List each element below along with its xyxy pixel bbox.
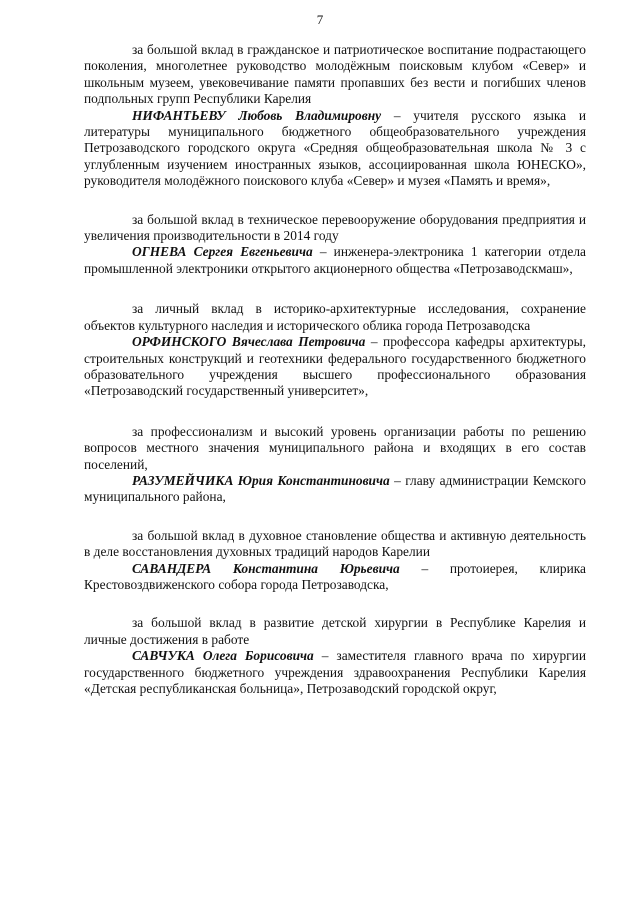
- awardee-description: – инженера-электроника 1 категории отдела промышленной электроники открытого акционерного общества «Петрозаводскмаш»,: [84, 244, 586, 276]
- award-entry: [84, 301, 586, 399]
- awardee-name: САВАНДЕРА Константина Юрьевича: [132, 560, 400, 576]
- award-entry: [84, 212, 586, 278]
- awardee: [84, 648, 586, 697]
- awardee-name: САВЧУКА Олега Борисовича: [132, 648, 314, 664]
- award-reason: за личный вклад в историко-архитектурные исследования, сохранение объектов культурного наследия и исторического облика города Петрозаводска: [84, 301, 586, 333]
- page-number: 7: [316, 12, 324, 27]
- awardee-name: ОРФИНСКОГО Вячеслава Петровича: [132, 334, 366, 350]
- award-reason: за большой вклад в техническое перевооружение оборудования предприятия и увеличения производительности в 2014 году: [84, 211, 586, 244]
- awardee-description: – протоиерея, клирика Крестовоздвиженского собора города Петрозаводска,: [84, 560, 586, 592]
- awardee-description: – главу администрации Кемского муниципального района,: [84, 472, 586, 505]
- awardee: [84, 244, 586, 277]
- awardee: [84, 334, 586, 400]
- awardee-description: – учителя русского языка и литературы муниципального бюджетного общеобразовательного учреждения Петрозаводского городского округа «Средняя общеобразовательная школа № 3 с углубленным изучением иностранных языков, ассоциированная школа ЮНЕСКО», руководителя молодёжного поискового клуба «Север» и музея «Память и время»,: [84, 107, 586, 189]
- awardee-name: РАЗУМЕЙЧИКА Юрия Константиновича: [132, 472, 390, 488]
- awardee-description: – заместителя главного врача по хирургии государственного бюджетного учреждения здравоохранения Республики Карелия «Детская республиканская больница», Петрозаводский городской округ,: [84, 648, 586, 696]
- award-entry: [84, 424, 586, 506]
- awardee: [84, 108, 586, 190]
- awardee-description: – профессора кафедры архитектуры, строительных конструкций и геотехники федерального государственного бюджетного образовательного учреждения высшего профессионального образования «Петрозаводский государственный университет»,: [84, 334, 586, 399]
- award-entry: [84, 615, 586, 697]
- award-reason: за большой вклад в развитие детской хирургии в Республике Карелия и личные достижения в работе: [84, 615, 586, 647]
- awardee: [84, 561, 586, 594]
- award-reason: за большой вклад в гражданское и патриотическое воспитание подрастающего поколения, многолетнее руководство молодёжным поисковым клубом «Север» и школьным музеем, увековечивание памяти пропавших без вести и погибших членов подпольных групп Республики Карелия: [84, 42, 586, 107]
- awardee-name: НИФАНТЬЕВУ Любовь Владимировну: [132, 107, 382, 123]
- awardee: [84, 473, 586, 506]
- awardee-name: ОГНЕВА Сергея Евгеньевича: [132, 244, 313, 260]
- award-reason: за большой вклад в духовное становление общества и активную деятельность в деле восстановления духовных традиций народов Карелии: [84, 527, 586, 560]
- award-list: [84, 42, 586, 697]
- award-entry: [84, 42, 586, 190]
- award-entry: [84, 528, 586, 594]
- award-reason: за профессионализм и высокий уровень организации работы по решению вопросов местного значения муниципального района и входящих в его состав поселений,: [84, 423, 586, 472]
